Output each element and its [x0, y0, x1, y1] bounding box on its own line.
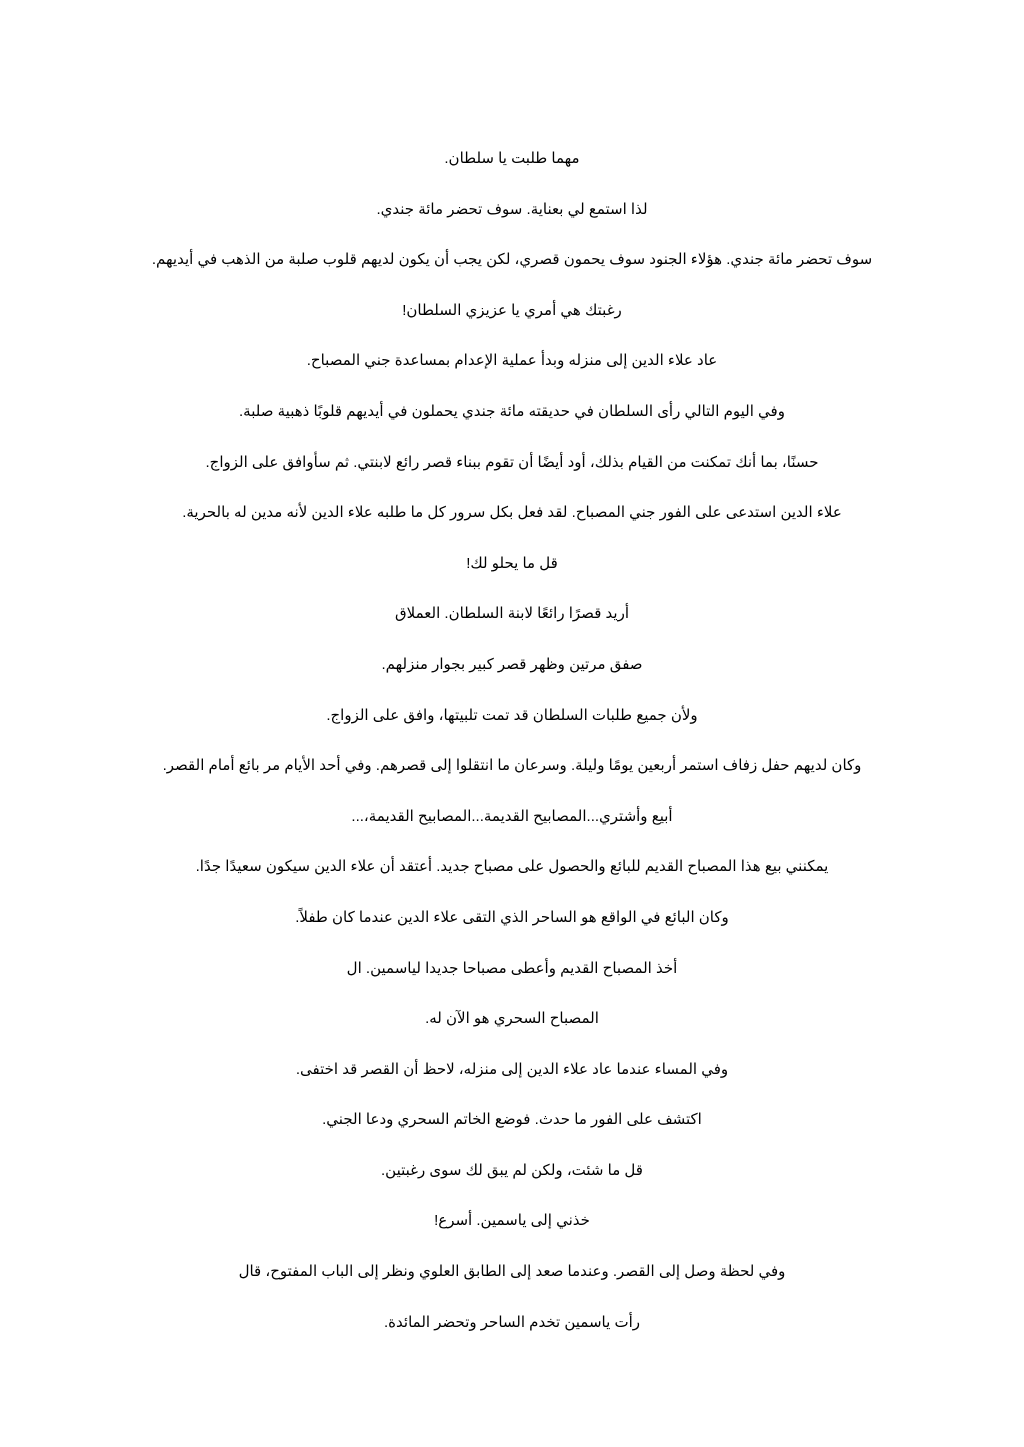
text-line: قل ما يحلو لك!	[466, 554, 558, 572]
text-line: حسنًا، بما أنك تمكنت من القيام بذلك، أود أيضًا أن تقوم ببناء قصر رائع لابنتي. ثم سأوافق على الزواج.	[205, 453, 819, 471]
text-line: رغبتك هي أمري يا عزيزي السلطان!	[402, 301, 622, 319]
text-line: رأت ياسمين تخدم الساحر وتحضر المائدة.	[384, 1313, 640, 1331]
text-line: وكان البائع في الواقع هو الساحر الذي التقى علاء الدين عندما كان طفلاً.	[295, 908, 729, 926]
text-line: ولأن جميع طلبات السلطان قد تمت تلبيتها، وافق على الزواج.	[326, 706, 698, 724]
text-line: قل ما شئت، ولكن لم يبق لك سوى رغبتين.	[381, 1161, 643, 1179]
text-line: عاد علاء الدين إلى منزله وبدأ عملية الإعدام بمساعدة جني المصباح.	[306, 352, 718, 370]
text-line: لذا استمع لي بعناية. سوف تحضر مائة جندي.	[376, 200, 648, 218]
text-line: وفي لحظة وصل إلى القصر. وعندما صعد إلى الطابق العلوي ونظر إلى الباب المفتوح، قال	[238, 1263, 786, 1281]
text-line: خذني إلى ياسمين. أسرع!	[434, 1212, 590, 1230]
text-line: المصباح السحري هو الآن له.	[425, 1010, 599, 1028]
text-line: صفق مرتين وظهر قصر كبير بجوار منزلهم.	[381, 655, 643, 673]
text-line: أريد قصرًا رائعًا لابنة السلطان. العملاق	[395, 605, 629, 623]
text-line: أبيع وأشتري...المصابيح القديمة...المصابيح القديمة،...	[351, 807, 673, 825]
text-line: وفي اليوم التالي رأى السلطان في حديقته مائة جندي يحملون في أيديهم قلوبًا ذهبية صلبة.	[239, 402, 785, 420]
text-line: أخذ المصباح القديم وأعطى مصباحا جديدا لياسمين. ال	[346, 959, 678, 977]
text-line: مهما طلبت يا سلطان.	[444, 150, 580, 167]
text-line: علاء الدين استدعى على الفور جني المصباح. لقد فعل بكل سرور كل ما طلبه علاء الدين لأنه مدين له بالحرية.	[182, 504, 842, 522]
text-line: يمكنني بيع هذا المصباح القديم للبائع والحصول على مصباح جديد. أعتقد أن علاء الدين سيكون سعيدًا جدًا.	[195, 858, 829, 876]
text-line: سوف تحضر مائة جندي. هؤلاء الجنود سوف يحمون قصري، لكن يجب أن يكون لديهم قلوب صلبة من الذهب في أيديهم.	[151, 251, 873, 269]
story-text	[80, 147, 944, 1361]
text-line: وكان لديهم حفل زفاف استمر أربعين يومًا وليلة. وسرعان ما انتقلوا إلى قصرهم. وفي أحد الأيام مر بائع أمام القصر.	[162, 757, 862, 775]
text-line: اكتشف على الفور ما حدث. فوضع الخاتم السحري ودعا الجني.	[322, 1111, 702, 1129]
text-line: وفي المساء عندما عاد علاء الدين إلى منزله، لاحظ أن القصر قد اختفى.	[295, 1060, 729, 1078]
